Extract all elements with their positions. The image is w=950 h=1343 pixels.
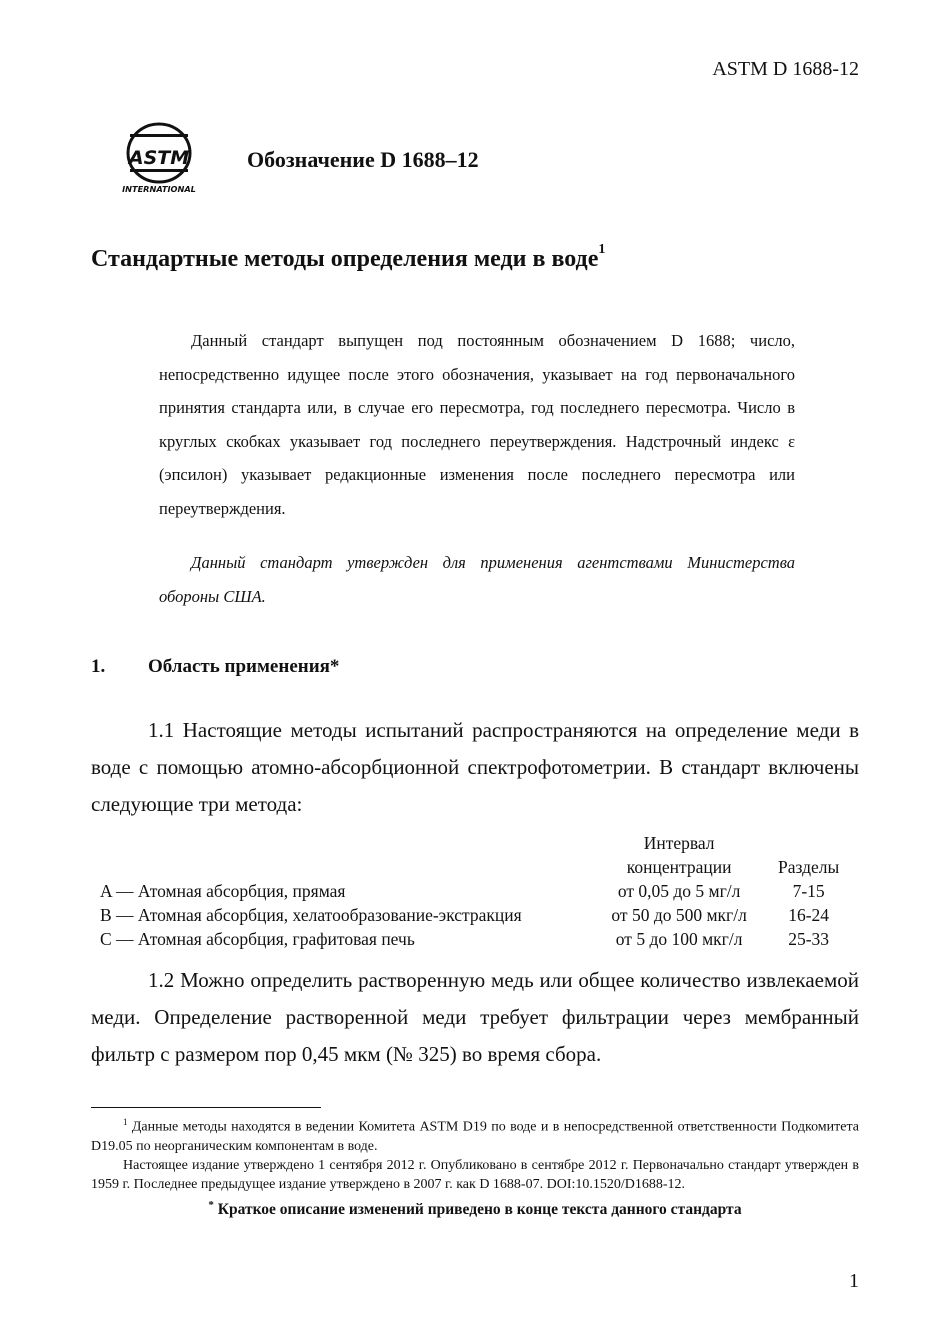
section-title: Область применения* <box>148 656 340 677</box>
logo-band-bottom <box>130 169 188 172</box>
method-name: A — Атомная абсорбция, прямая <box>100 881 346 901</box>
method-range: от 5 до 100 мкг/л <box>615 929 743 949</box>
dod-approval-note <box>159 546 795 613</box>
dod-note-text: Данный стандарт утвержден для применения агентствами Министерства обороны США. <box>159 553 795 606</box>
method-name: B — Атомная абсорбция, хелатообразование-экстракция <box>100 905 522 925</box>
notice-paragraph: Данный стандарт выпущен под постоянным обозначением D 1688; число, непосредственно идущее после этого обозначения, указывает на год первоначального принятия стандарта или, в случае его пересмотра, год последнего пересмотра. Число в круглых скобках указывает год последнего переутверждения. Надстрочный индекс ε (эпсилон) указывает редакционные изменения после последнего пересмотра или переутверждения. <box>159 331 795 518</box>
table-row <box>100 927 845 951</box>
footnote-star-text: Краткое описание изменений приведено в конце текста данного стандарта <box>213 1200 742 1218</box>
table-row <box>100 879 845 903</box>
paragraph-1-2-text: 1.2 Можно определить растворенную медь или общее количество извлекаемой меди. Определение растворенной меди требует фильтрации через мембранный фильтр с размером пор 0,45 мкм (№ 325) во время сбора. <box>91 968 859 1066</box>
logo-band-top <box>130 134 188 137</box>
table-header-row-1 <box>100 831 845 855</box>
methods-table <box>100 831 845 951</box>
paragraph-1-1 <box>91 712 859 823</box>
header-interval-line2: концентрации <box>626 857 732 877</box>
paragraph-1-2 <box>91 962 859 1073</box>
astm-logo <box>118 122 200 194</box>
header-sections: Разделы <box>777 857 840 877</box>
footnotes <box>91 1113 859 1219</box>
paragraph-1-1-text: 1.1 Настоящие методы испытаний распространяются на определение меди в воде с помощью атомно-абсорбционной спектрофотометрии. В стандарт включены следующие три метода: <box>91 718 859 816</box>
footnote-star-mark: * <box>208 1198 214 1211</box>
header-interval-line1: Интервал <box>643 833 715 853</box>
footnote-1-text: Данные методы находятся в ведении Комитета ASTM D19 по воде и в непосредственной ответственности Подкомитета D19.05 по неорганическим компонентам в воде. <box>91 1119 859 1154</box>
footnote-divider <box>91 1107 321 1108</box>
logo-caption: INTERNATIONAL <box>122 184 196 194</box>
method-sections: 7-15 <box>792 881 825 901</box>
page-number: 1 <box>849 1270 859 1292</box>
method-range: от 0,05 до 5 мг/л <box>617 881 741 901</box>
footnote-1-edition: Настоящее издание утверждено 1 сентября 2012 г. Опубликовано в сентябре 2012 г. Первоначально стандарт утвержден в 1959 г. Последнее предыдущее издание утверждено в 2007 г. как D 1688-07. DOI:10.1520/D1688-12. <box>91 1157 859 1192</box>
title-footnote-mark: 1 <box>598 242 606 257</box>
standard-notice <box>159 324 795 525</box>
table-row <box>100 903 845 927</box>
method-sections: 16-24 <box>788 905 830 925</box>
method-name: C — Атомная абсорбция, графитовая печь <box>100 929 415 949</box>
designation-heading: Обозначение D 1688–12 <box>247 147 479 172</box>
section-number: 1. <box>91 656 106 677</box>
footnote-1 <box>91 1113 859 1156</box>
logo-letters: ASTM <box>128 147 190 169</box>
footnote-star <box>91 1196 859 1219</box>
method-range: от 50 до 500 мкг/л <box>611 905 747 925</box>
footnote-1-mark: 1 <box>123 1117 128 1127</box>
table-header-row-2 <box>100 855 845 879</box>
title-text: Стандартные методы определения меди в воде <box>91 246 599 272</box>
document-title <box>91 242 606 273</box>
document-code-header: ASTM D 1688-12 <box>712 58 859 80</box>
method-sections: 25-33 <box>788 929 830 949</box>
